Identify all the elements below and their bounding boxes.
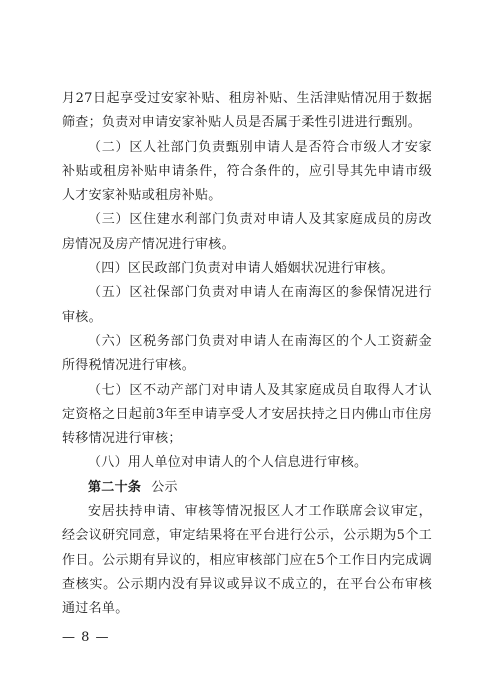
paragraph-item-2: （二）区人社部门负责甄别申请人是否符合市级人才安家补贴或租房补贴申请条件，符合条件的，应引导其先申请市级人才安家补贴或租房补贴。 [62,139,432,204]
document-body [62,87,432,622]
page-number: — 8 — [62,630,110,645]
paragraph-item-5: （五）区社保部门负责对申请人在南海区的参保情况进行审核。 [62,285,432,325]
paragraph-item-7: （七）区不动产部门对申请人及其家庭成员自取得人才认定资格之日起前3年至申请享受人才安居扶持之日内佛山市住房转移情况进行审核； [62,382,432,447]
article-paragraph: 安居扶持申请、审核等情况报区人才工作联席会议审定，经会议研究同意，审定结果将在平台进行公示，公示期为5个工作日。公示期有异议的，相应审核部门应在5个工作日内完成调查核实。公示期内没有异议或异议不成立的，在平台公布审核通过名单。 [62,504,432,617]
paragraph-item-4: （四）区民政部门负责对申请人婚姻状况进行审核。 [88,261,394,277]
paragraph-item-6: （六）区税务部门负责对申请人在南海区的个人工资薪金所得税情况进行审核。 [62,333,432,374]
paragraph-item-3: （三）区住建水利部门负责对申请人及其家庭成员的房改房情况及房产情况进行审核。 [62,212,432,252]
paragraph-continuation: 月27日起享受过安家补贴、租房补贴、生活津贴情况用于数据筛查；负责对申请安家补贴人员是否属于柔性引进进行甄别。 [62,91,432,131]
article-title: 公示 [151,479,178,495]
paragraph-item-8: （八）用人单位对申请人的个人信息进行审核。 [88,455,368,471]
article-heading [62,476,432,500]
article-number: 第二十条 [88,479,142,495]
